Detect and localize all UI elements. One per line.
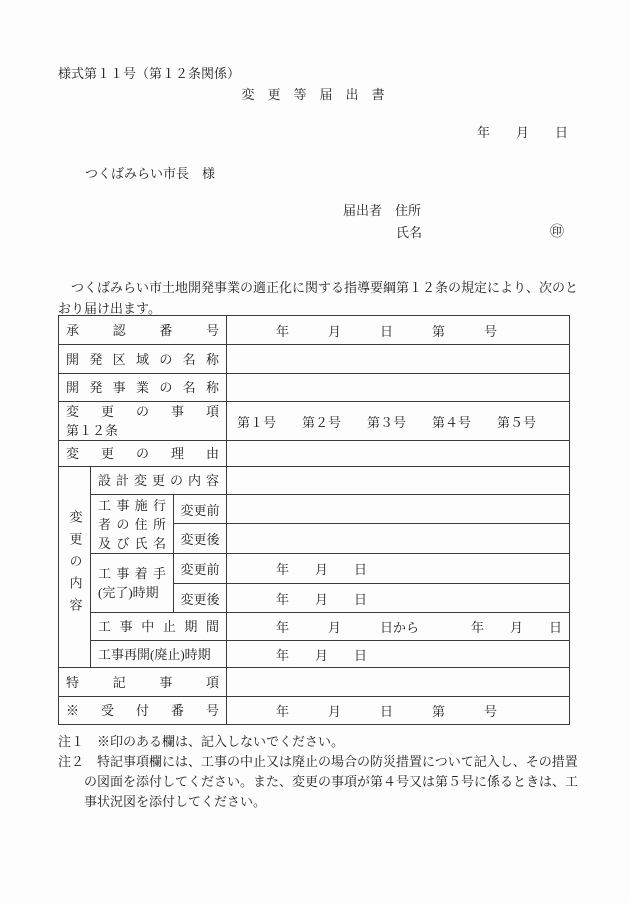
design-change-label: 設計変更の内容 [98,473,220,488]
development-project-value [227,374,570,402]
applicant-name-label: 氏名 [396,225,423,240]
approval-number-value: 年 月 日 第 号 [227,316,570,345]
intro-line-2: おり届け出ます。 [58,301,161,316]
construction-start-label-line2: (完了)時期 [98,585,159,600]
development-area-value [227,345,570,374]
design-change-label-cell [91,467,227,495]
change-items-label-cell [59,402,227,441]
row-start-before [59,554,570,584]
note-2-line1: 注２ 特記事項欄には、工事の中止又は廃止の場合の防災措置について記入し、その措置 [58,754,578,769]
start-before-value: 年 月 日 [227,554,570,584]
change-details-group-label: 変更の内容 [67,510,83,620]
resumption-label: 工事再開(廃止)時期 [98,646,211,662]
suspension-value: 年 月 日から 年 月 日 [227,613,570,641]
change-items-value: 第１号 第２号 第３号 第４号 第５号 [227,402,570,441]
contractor-after-value [227,524,570,554]
note-2-line3: 事状況図を添付してください。 [84,794,267,809]
contractor-before-label: 変更前 [174,495,227,524]
change-reason-label-cell [59,441,227,467]
addressee: つくばみらい市長 様 [85,166,216,181]
approval-number-label: 承認番号 [66,322,220,338]
development-project-label: 開発事業の名称 [66,380,220,395]
note-2-line2: の図面を添付してください。また、変更の事項が第４号又は第５号に係るときは、工 [84,774,579,789]
row-suspension-period [59,613,570,641]
reception-number-value: 年 月 日 第 号 [227,697,570,725]
approval-number-label-cell [59,316,227,345]
intro-line-1: つくばみらい市土地開発事業の適正化に関する指導要綱第１２条の規定により、次のと [58,280,579,295]
start-before-label: 変更前 [174,554,227,584]
start-after-label: 変更後 [174,584,227,613]
contractor-label-cell [91,495,174,554]
form-table [58,315,570,725]
page-title: 変 更 等 届 出 書 [241,87,385,102]
row-change-reason [59,441,570,467]
change-details-group-cell [59,467,91,668]
form-number: 様式第１１号（第１２条関係） [58,66,241,81]
row-contractor-before [59,495,570,524]
design-change-value [227,467,570,495]
resumption-label-cell [91,641,227,668]
row-development-area [59,345,570,374]
applicant-address-label: 届出者 住所 [343,203,422,218]
construction-start-label-cell [91,554,174,613]
reception-number-label-cell [59,697,227,725]
special-notes-label-cell [59,668,227,697]
change-reason-value [227,441,570,467]
change-reason-label: 変更の理由 [66,446,220,461]
contractor-label-line1: 工事施行 [98,497,166,513]
construction-start-label-line1: 工事着手 [98,566,166,581]
start-after-value: 年 月 日 [227,584,570,613]
contractor-before-value [227,495,570,524]
special-notes-label: 特記事項 [66,674,220,690]
row-design-change [59,467,570,495]
change-items-label-line1: 変更の事項 [66,404,220,419]
suspension-label-cell [91,613,227,641]
date-line: 年 月 日 [476,125,568,140]
contractor-after-label: 変更後 [174,524,227,554]
row-special-notes [59,668,570,697]
row-development-project [59,374,570,402]
suspension-label: 工事中止期間 [98,619,220,634]
development-project-label-cell [59,374,227,402]
row-resumption [59,641,570,668]
development-area-label: 開発区域の名称 [66,351,220,367]
reception-number-label: ※受付番号 [66,703,220,718]
row-reception-number [59,697,570,725]
row-change-items [59,402,570,441]
footer-notes [58,732,583,812]
intro-paragraph [58,277,578,319]
contractor-label-line2: 者の住所 [98,516,166,532]
change-items-label-line2: 第１２条 [66,423,119,438]
note-1: 注１ ※印のある欄は、記入しないでください。 [58,734,345,749]
development-area-label-cell [59,345,227,374]
seal-mark-icon: ㊞ [550,225,564,240]
special-notes-value [227,668,570,697]
contractor-label-line3: 及び氏名 [98,535,166,551]
row-approval-number [59,316,570,345]
resumption-value: 年 月 日 [227,641,570,668]
